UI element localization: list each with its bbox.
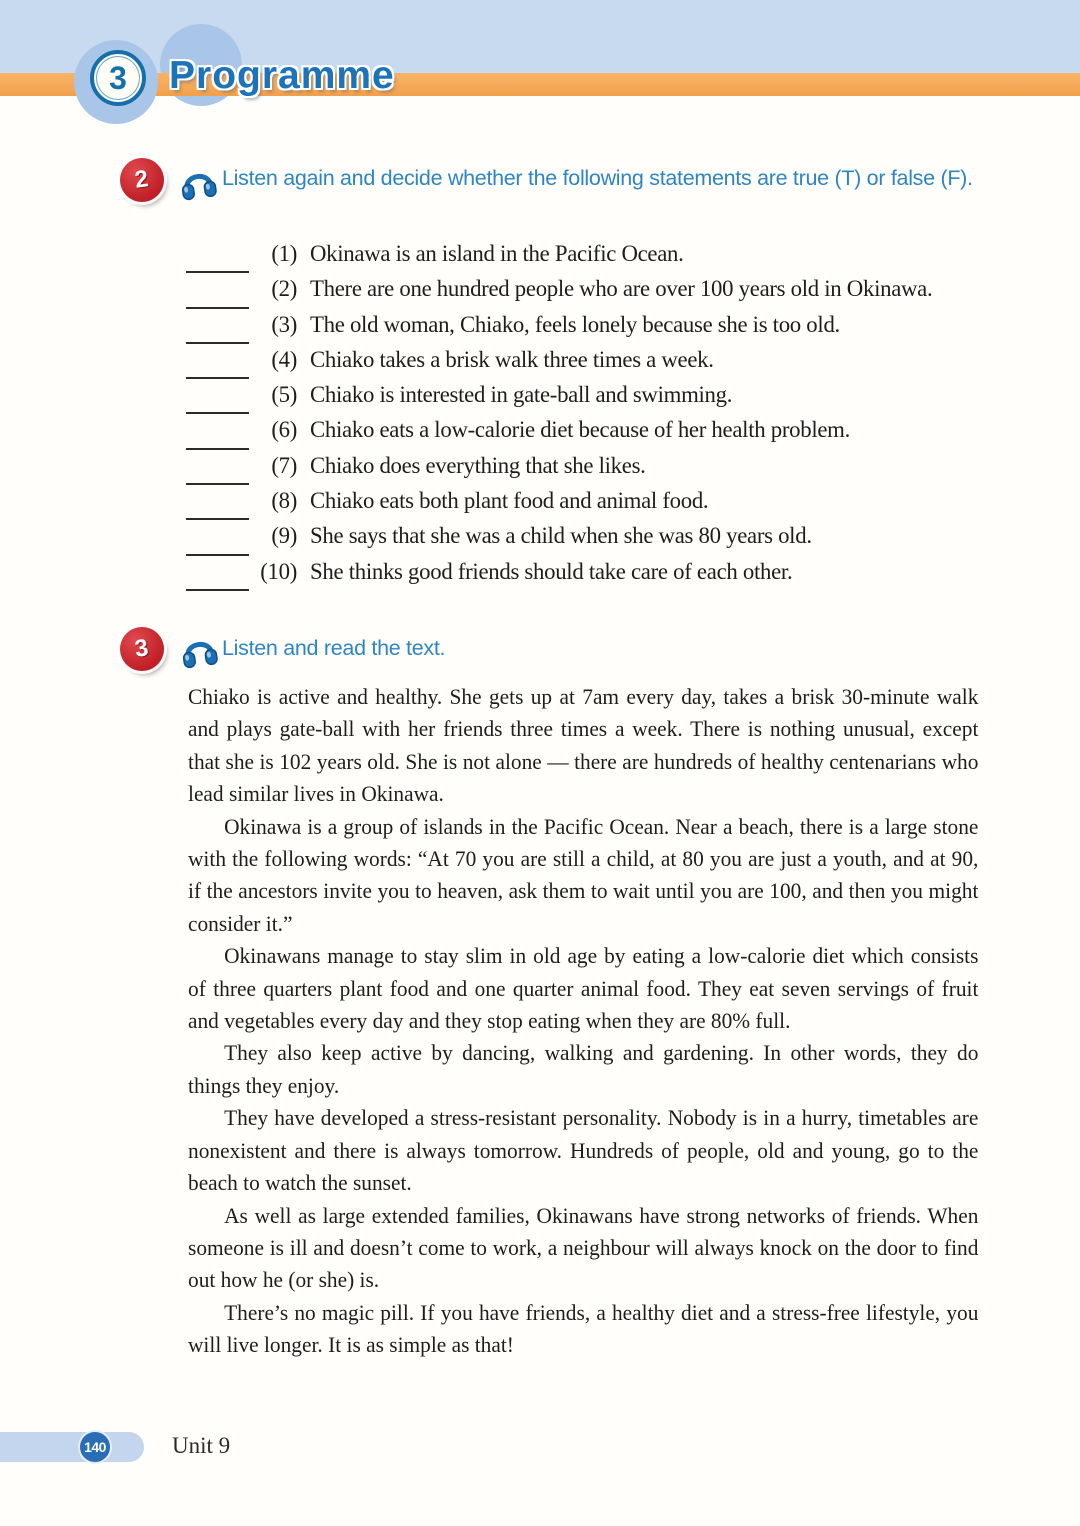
statement-text: Chiako does everything that she likes.: [310, 452, 646, 478]
statement-row: [186, 241, 1036, 276]
statement-number: (8): [271, 488, 297, 514]
statement-row: [186, 347, 1036, 382]
reading-paragraph: As well as large extended families, Okinawans have strong networks of friends. When someone is ill and doesn’t come to work, a neighbour will always knock on the door to find out how he (or she) is.: [188, 1202, 979, 1293]
statements-list: [186, 241, 1036, 594]
reading-paragraph: Chiako is active and healthy. She gets up at 7am every day, takes a brisk 30-minute walk and plays gate-ball with her friends three times a week. There is nothing unusual, except that she is 102 years old. She is not alone — there are hundreds of healthy centenarians who lead similar lives in Okinawa.: [188, 684, 979, 807]
answer-blank[interactable]: [186, 301, 249, 309]
statement-text: Chiako eats a low-calorie diet because of her health problem.: [310, 417, 851, 443]
statement-number: (5): [271, 382, 297, 408]
answer-blank[interactable]: [186, 406, 249, 414]
statement-text: She thinks good friends should take care of each other.: [310, 558, 793, 584]
reading-paragraph: Okinawa is a group of islands in the Pacific Ocean. Near a beach, there is a large stone with the following words: “At 70 you are still a child, at 80 you are just a youth, and at 90, if the ancestors invite you to heaven, ask them to wait until you are 100, and then you might consider it.”: [188, 813, 979, 936]
headphones-icon: [176, 626, 221, 671]
answer-blank[interactable]: [186, 583, 249, 591]
statement-number: (2): [271, 276, 297, 302]
statement-text: There are one hundred people who are over 100 years old in Okinawa.: [310, 276, 933, 302]
reading-paragraph: They also keep active by dancing, walking and gardening. In other words, they do things they enjoy.: [188, 1040, 979, 1098]
footer-pill: [0, 1432, 144, 1462]
section-number-badge: [90, 50, 146, 106]
page-number-badge: [78, 1430, 112, 1464]
answer-blank[interactable]: [186, 442, 249, 450]
statement-text: Chiako takes a brisk walk three times a week.: [310, 346, 714, 372]
statement-number: (7): [271, 452, 297, 478]
section-number: 3: [109, 59, 127, 96]
unit-label: Unit 9: [172, 1433, 231, 1458]
statement-text: Chiako eats both plant food and animal food.: [310, 488, 709, 514]
reading-paragraph: There’s no magic pill. If you have friends, a healthy diet and a stress-free lifestyle, you will live longer. It is as simple as that!: [188, 1299, 979, 1358]
statement-row: [186, 559, 1036, 594]
answer-blank[interactable]: [186, 265, 249, 273]
page-number: 140: [84, 1439, 106, 1455]
statement-number: (10): [260, 558, 297, 584]
answer-blank[interactable]: [186, 512, 249, 520]
statement-text: The old woman, Chiako, feels lonely because she is too old.: [310, 311, 840, 337]
activity-2-number: 2: [133, 165, 151, 194]
statement-number: (6): [271, 417, 297, 443]
answer-blank[interactable]: [186, 371, 249, 379]
page-title: Programme: [169, 54, 395, 97]
statement-row: [186, 523, 1036, 558]
statement-text: She says that she was a child when she was 80 years old.: [310, 523, 812, 549]
reading-text: [188, 681, 978, 1362]
activity-2-instruction: Listen again and decide whether the following statements are true (T) or false (F).: [222, 166, 973, 190]
statement-row: [186, 453, 1036, 488]
reading-paragraph: They have developed a stress-resistant personality. Nobody is in a hurry, timetables are nonexistent and there is always tomorrow. Hundreds of people, old and young, go to the beach to watch the sunset.: [188, 1105, 979, 1196]
answer-blank[interactable]: [186, 477, 249, 485]
statement-row: [186, 417, 1036, 452]
statement-row: [186, 382, 1036, 417]
answer-blank[interactable]: [186, 548, 249, 556]
statement-text: Okinawa is an island in the Pacific Ocean.: [310, 241, 684, 266]
statement-number: (9): [271, 523, 297, 549]
activity-2-badge: [120, 158, 164, 202]
statement-text: Chiako is interested in gate-ball and swimming.: [310, 382, 733, 408]
activity-3-instruction: Listen and read the text.: [222, 636, 446, 660]
statement-number: (4): [271, 346, 297, 372]
reading-paragraph: Okinawans manage to stay slim in old age by eating a low-calorie diet which consists of three quarters plant food and one quarter animal food. They eat seven servings of fruit and vegetables every day and they stop eating when they are 80% full.: [188, 943, 979, 1034]
answer-blank[interactable]: [186, 336, 249, 344]
statement-row: [186, 488, 1036, 523]
statement-number: (3): [271, 311, 297, 337]
activity-3-number: 3: [133, 634, 151, 663]
headphones-icon: [175, 158, 220, 203]
activity-3-badge: [120, 627, 164, 671]
header-orange-bar: [0, 73, 1080, 96]
statement-number: (1): [271, 241, 297, 266]
statement-row: [186, 312, 1036, 347]
statement-row: [186, 276, 1036, 311]
